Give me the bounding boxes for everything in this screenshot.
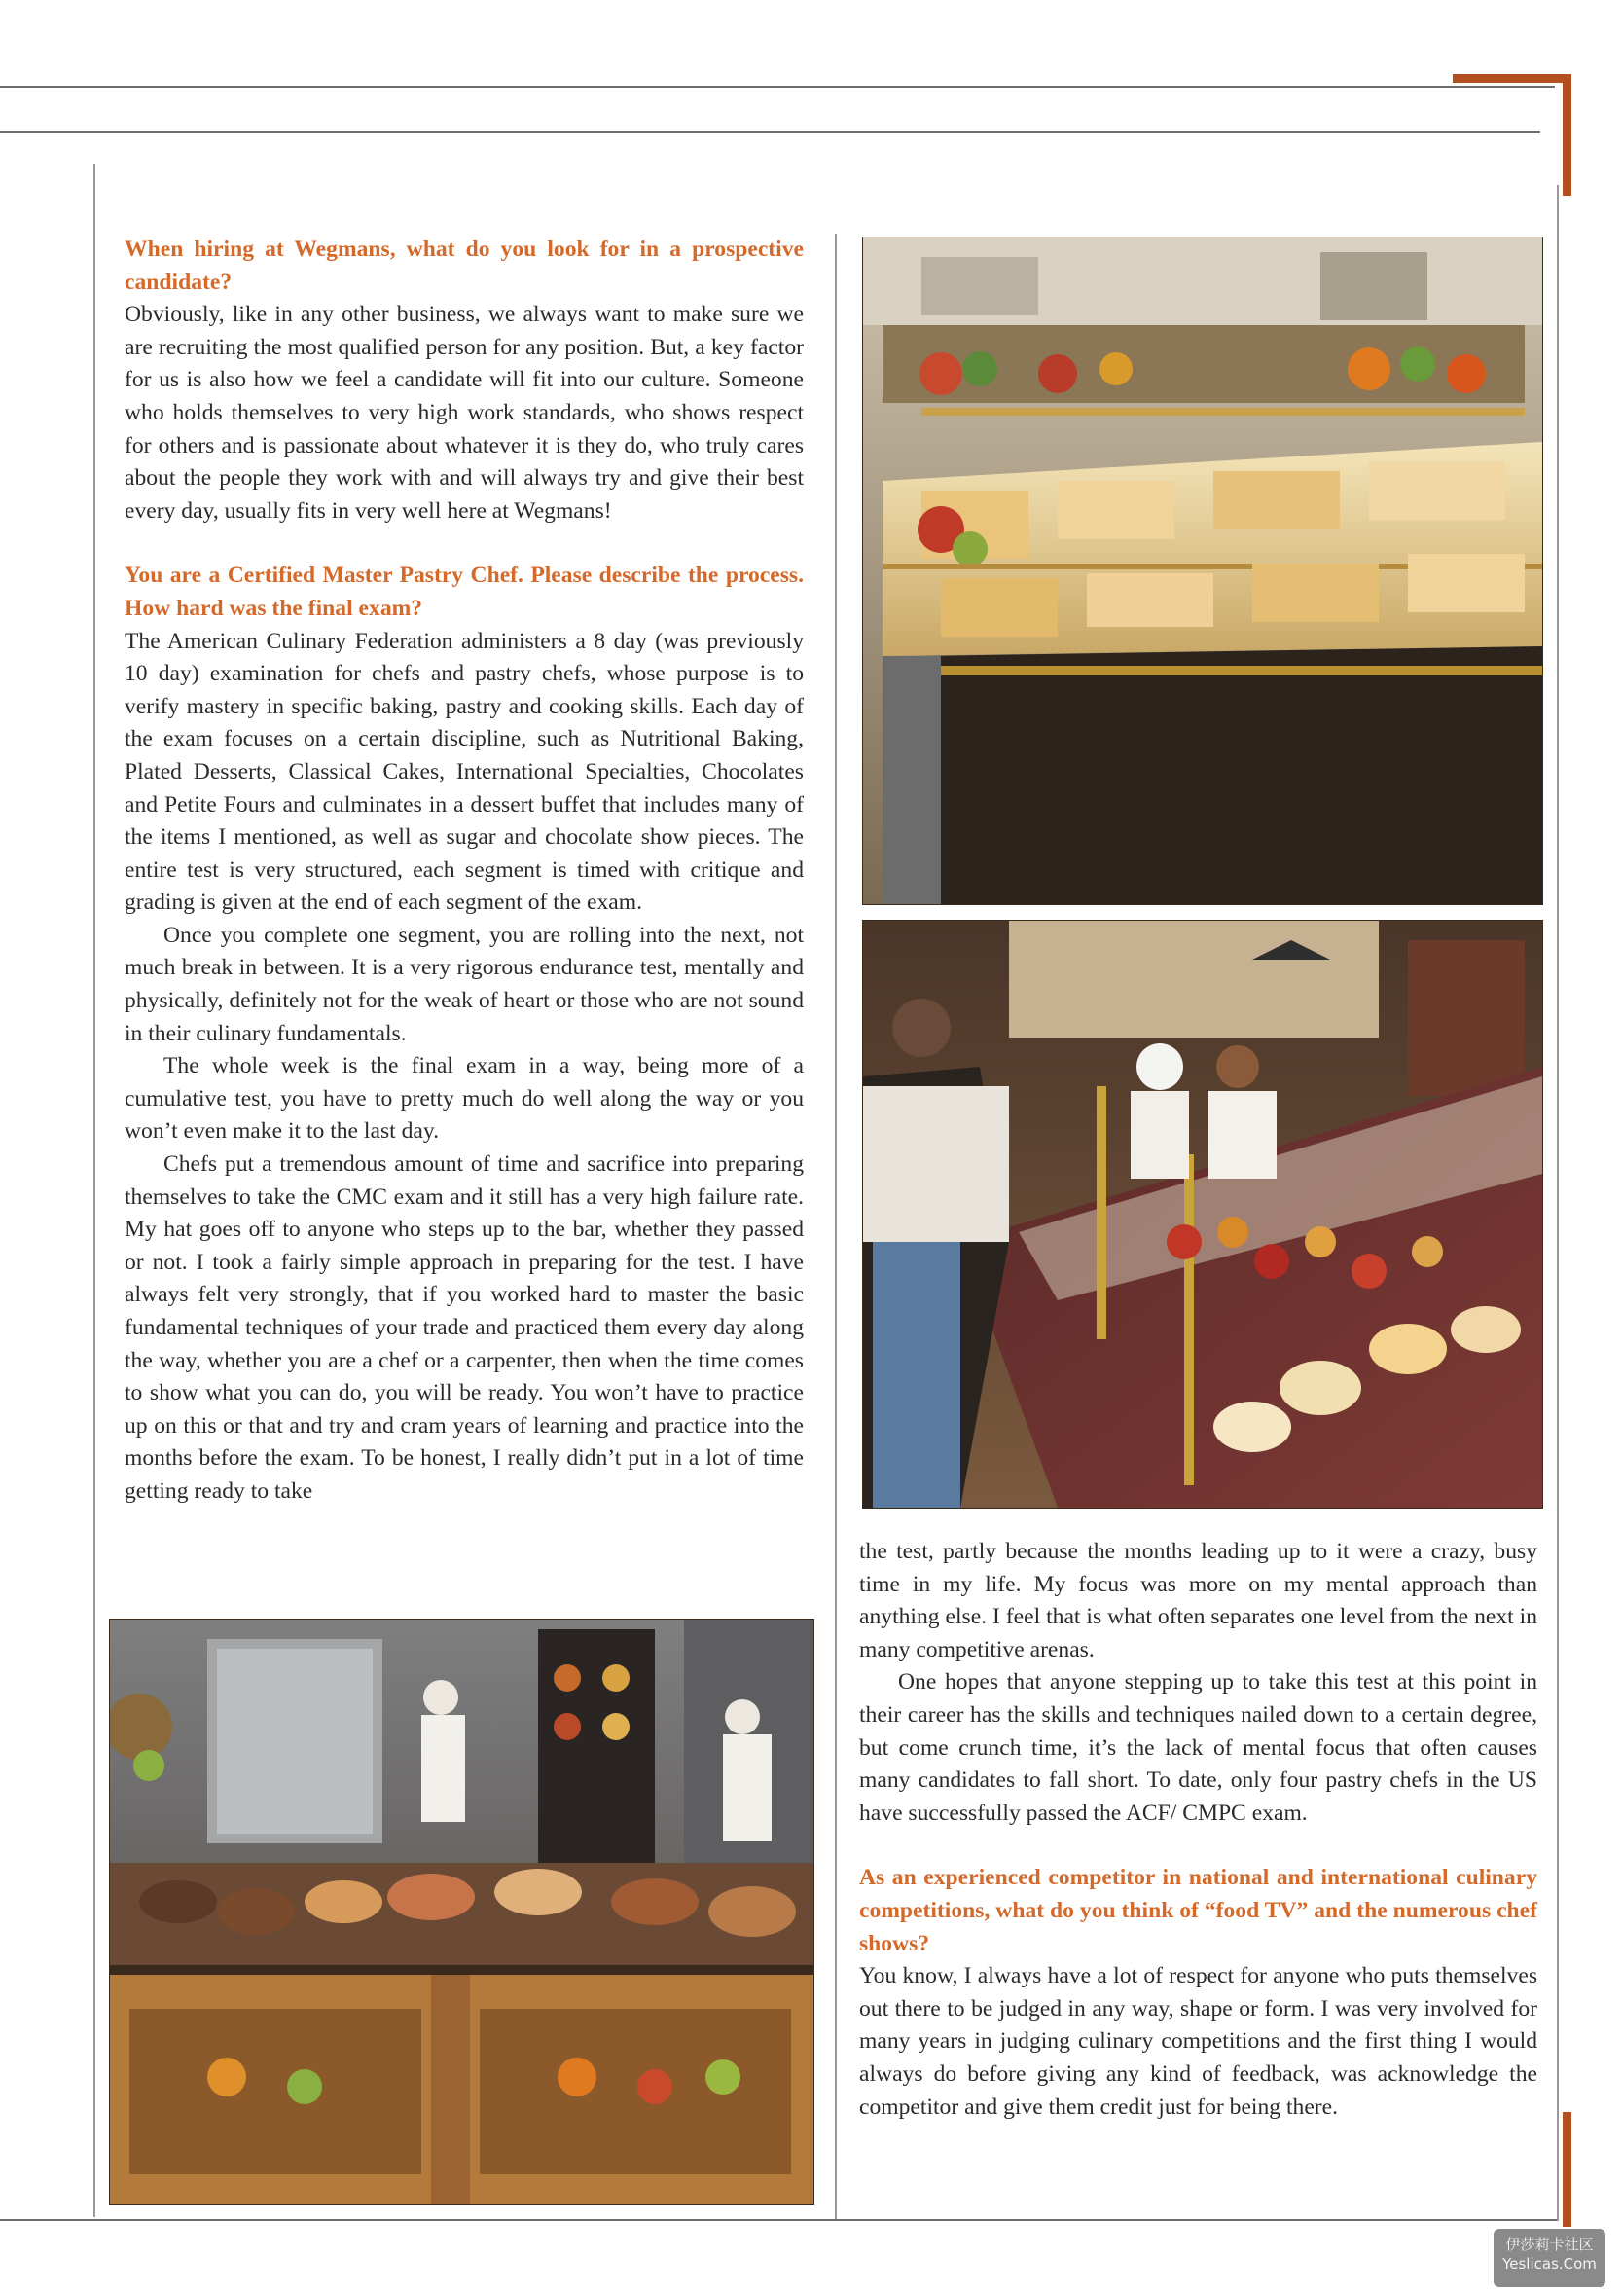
left-text-column <box>125 234 804 1509</box>
right-frame-line <box>1557 185 1559 2221</box>
column-divider <box>835 234 837 2219</box>
corner-bracket-top-v <box>1563 74 1571 196</box>
bakery-display-case-photo <box>862 237 1543 905</box>
top-rule <box>0 86 1555 88</box>
site-watermark-logo <box>1494 2229 1605 2287</box>
left-margin-line <box>93 164 95 2217</box>
answer-food-tv: You know, I always have a lot of respect for anyone who puts themselves out there to be judged in any way, shape or form. I was very involved for many years in judging culinary competitions and the first thing I would always do before giving any kind of feedback, was acknowledge the competitor and give them credit just for being there. <box>859 1963 1537 2120</box>
answer-exam-paragraph-2: Once you complete one segment, you are rolling into the next, not much break in between. It is a very rigorous endurance test, mentally and physically, definitely not for the weak of heart or those who are not sound in their culinary fundamentals. <box>125 922 804 1046</box>
answer-exam-paragraph-1: The American Culinary Federation administers a 8 day (was previously 10 day) examination for chefs and pastry chefs, whose purpose is to verify mastery in specific baking, pastry and cooking skills. Each day of the exam focuses on a certain discipline, such as Nutritional Baking, Plated Desserts, Classical Cakes, International Specialties, Chocolates and Petite Fours and culminates in a dessert buffet that includes many of the items I mentioned, as well as sugar and chocolate show pieces. The entire test is very structured, each segment is timed with critique and grading is given at the end of each segment of the exam. <box>125 628 804 916</box>
watermark-line-2: Yeslicas.Com <box>1502 2255 1597 2273</box>
answer-hiring: Obviously, like in any other business, we always want to make sure we are recruiting the most qualified person for any position. But, a key factor for us is also how we feel a candidate will fit into our culture. Someone who holds themselves to very high work standards, who shows respect for others and is passionate about whatever it is they do, who truly cares about the people they work with and will always try and give their best every day, usually fits in very well here at Wegmans! <box>125 302 804 524</box>
header-rule <box>0 131 1540 133</box>
question-food-tv: As an experienced competitor in national and international culinary competitions, what do you think of “food TV” and the numerous chef shows? <box>859 1865 1537 1956</box>
corner-bracket-bottom-v <box>1563 2112 1571 2227</box>
answer-exam-continued: the test, partly because the months leading up to it were a crazy, busy time in my life. My focus was more on my mental approach than anything else. I feel that is what often separates one level from the next in many competitive arenas. <box>859 1539 1537 1662</box>
cookie-display-photo <box>109 1619 814 2205</box>
watermark-line-1: 伊莎莉卡社区 <box>1505 2236 1594 2253</box>
pastry-counter-customer-photo <box>862 920 1543 1509</box>
question-master-pastry-chef: You are a Certified Master Pastry Chef. Please describe the process. How hard was the final exam? <box>125 563 804 621</box>
corner-bracket-top-h <box>1453 74 1571 83</box>
question-hiring: When hiring at Wegmans, what do you look for in a prospective candidate? <box>125 237 804 295</box>
bottom-rule <box>0 2219 1557 2221</box>
answer-exam-paragraph-3: The whole week is the final exam in a way, being more of a cumulative test, you have to pretty much do well along the way or you won’t even make it to the last day. <box>125 1053 804 1145</box>
answer-exam-paragraph-4: Chefs put a tremendous amount of time and sacrifice into preparing themselves to take the CMC exam and it still has a very high failure rate. My hat goes off to anyone who steps up to the bar, whether they passed or not. I took a fairly simple approach in preparing for the test. I have always felt very strongly, that if you worked hard to master the basic fundamental techniques of your trade and practiced them every day along the way, whether you are a chef or a carpenter, then when the time comes to show what you can do, you will be ready. You won’t have to practice up on this or that and try and cram years of learning and practice into the months before the exam. To be honest, I really didn’t put in a lot of time getting ready to take <box>125 1151 804 1504</box>
right-text-column <box>859 1536 1537 2124</box>
answer-exam-paragraph-5: One hopes that anyone stepping up to take this test at this point in their career has the skills and techniques nailed down to a certain degree, but come crunch time, it’s the lack of mental focus that often causes many candidates to fall short. To date, only four pastry chefs in the US have successfully passed the ACF/ CMPC exam. <box>859 1669 1537 1826</box>
